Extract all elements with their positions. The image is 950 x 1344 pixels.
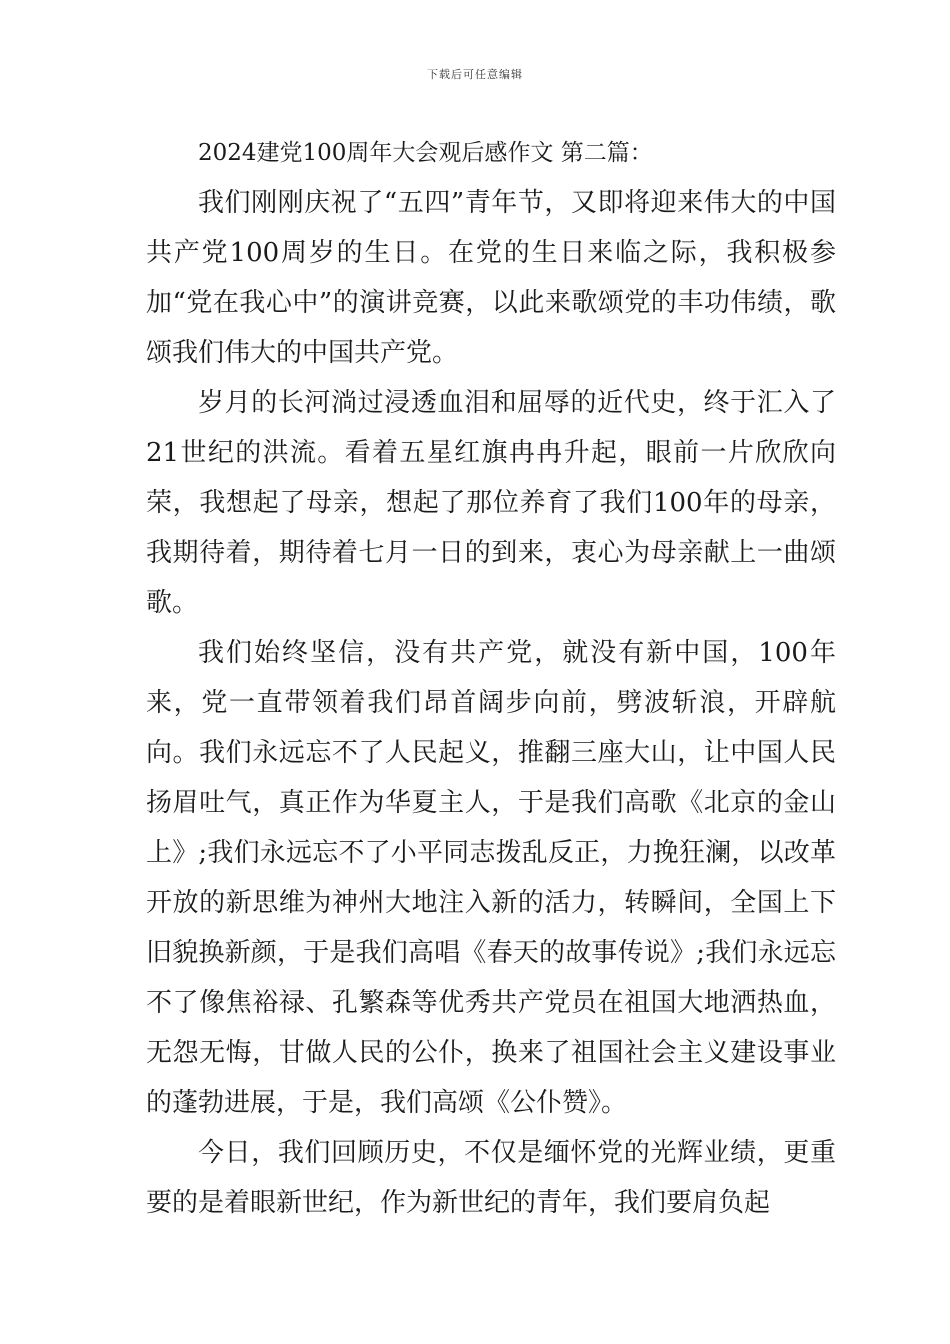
header-note: 下载后可任意编辑 (427, 68, 523, 81)
document-body (146, 128, 836, 1228)
paragraph-2: 岁月的长河淌过浸透血泪和屈辱的近代史，终于汇入了21世纪的洪流。看着五星红旗冉冉升起，眼前一片欣欣向荣，我想起了母亲，想起了那位养育了我们100年的母亲，我期待着，期待着七月一日的到来，衷心为母亲献上一曲颂歌。 (146, 388, 836, 618)
paragraph-4: 今日，我们回顾历史，不仅是缅怀党的光辉业绩，更重要的是着眼新世纪，作为新世纪的青年，我们要肩负起 (146, 1138, 836, 1218)
paragraph-1: 我们刚刚庆祝了“五四”青年节，又即将迎来伟大的中国共产党100周岁的生日。在党的生日来临之际，我积极参加“党在我心中”的演讲竞赛，以此来歌颂党的丰功伟绩，歌颂我们伟大的中国共产党。 (146, 188, 836, 368)
document-title: 2024建党100周年大会观后感作文 第二篇： (198, 140, 653, 166)
paragraph-3: 我们始终坚信，没有共产党，就没有新中国，100年来，党一直带领着我们昂首阔步向前，劈波斩浪，开辟航向。我们永远忘不了人民起义，推翻三座大山，让中国人民扬眉吐气，真正作为华夏主人，于是我们高歌《北京的金山上》;我们永远忘不了小平同志拨乱反正，力挽狂澜，以改革开放的新思维为神州大地注入新的活力，转瞬间，全国上下旧貌换新颜，于是我们高唱《春天的故事传说》;我们永远忘不了像焦裕禄、孔繁森等优秀共产党员在祖国大地洒热血，无怨无悔，甘做人民的公仆，换来了祖国社会主义建设事业的蓬勃进展，于是，我们高颂《公仆赞》。 (146, 638, 836, 1118)
